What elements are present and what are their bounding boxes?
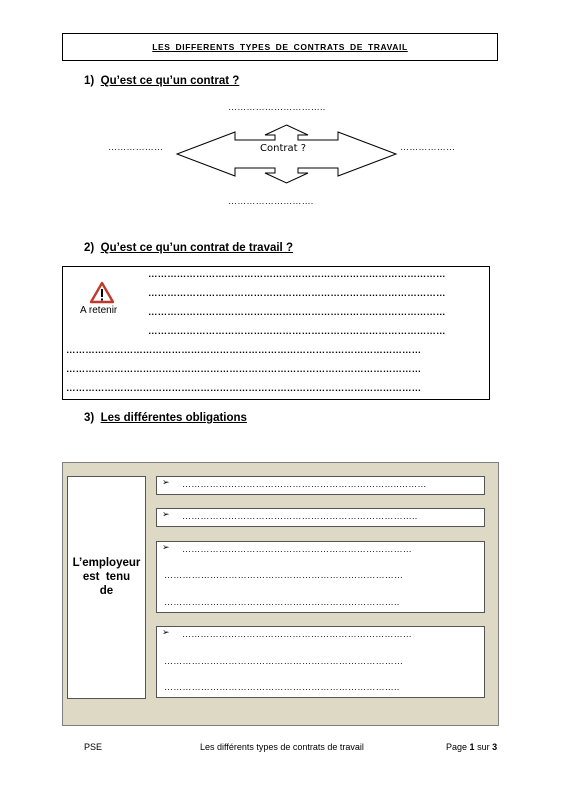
answer-line: …………………………………………………………………………………………………	[66, 345, 422, 356]
contract-bottom-dots: ……………………….	[228, 196, 314, 206]
section-1-heading	[84, 75, 239, 87]
answer-line: …………………………………………………………………………………	[148, 269, 446, 280]
section-2-number: 2)	[84, 242, 95, 254]
answer-line: …………………………………………………………………………………………………	[66, 364, 422, 375]
obligation-line: …………………………………………………………………	[182, 629, 412, 639]
answer-line: …………………………………………………………………………………………………	[66, 383, 422, 394]
bullet-arrow-icon: ➢	[162, 628, 170, 638]
obligation-line: …………………………………………………………………..	[182, 511, 418, 521]
answer-line: …………………………………………………………………………………	[148, 326, 446, 337]
obligation-line: ……………………………………………………………………	[164, 570, 404, 580]
contract-left-dots: ………………	[108, 142, 164, 152]
answer-line: …………………………………………………………………………………	[148, 288, 446, 299]
contract-top-dots: …………………………..	[228, 102, 326, 112]
obligation-line: ……………………………………………………………………	[164, 656, 404, 666]
section-3-title: Les différentes obligations	[100, 412, 247, 424]
footer-page-number	[446, 742, 497, 752]
obligation-line: ……………………………………………………………..………	[182, 479, 427, 489]
section-3-number: 3)	[84, 412, 95, 424]
answer-line: …………………………………………………………………………………	[148, 307, 446, 318]
section-1-title: Qu’est ce qu’un contrat ?	[100, 75, 240, 87]
section-2-heading	[84, 242, 293, 254]
footer-page-current: 1	[469, 742, 475, 752]
obligation-line: …………………………………………………………………..	[164, 597, 400, 607]
warning-icon	[89, 281, 115, 304]
contract-right-dots: ………………	[400, 142, 456, 152]
employer-label	[67, 556, 146, 598]
footer-page-total: 3	[492, 742, 498, 752]
employer-label-line: est tenu	[82, 571, 131, 583]
bullet-arrow-icon: ➢	[162, 543, 170, 553]
bullet-arrow-icon: ➢	[162, 510, 170, 520]
footer-left: PSE	[84, 742, 103, 752]
employer-label-line: L’employeur	[72, 557, 141, 569]
footer-center: Les différents types de contrats de travail	[200, 742, 364, 752]
employer-label-line: de	[99, 585, 114, 597]
bullet-arrow-icon: ➢	[162, 478, 170, 488]
document-title: LES DIFFERENTS TYPES DE CONTRATS DE TRAVAIL	[152, 42, 408, 52]
title-box	[62, 33, 498, 61]
retenir-label: A retenir	[80, 305, 118, 316]
footer-page-prefix: Page	[446, 742, 468, 752]
contract-center-label: Contrat ?	[260, 143, 307, 154]
section-2-title: Qu’est ce qu’un contrat de travail ?	[100, 242, 293, 254]
section-3-heading	[84, 412, 247, 424]
obligation-line: …………………………………………………………………..	[164, 682, 400, 692]
four-way-arrow-shape	[174, 124, 399, 184]
section-1-number: 1)	[84, 75, 95, 87]
footer-page-mid: sur	[477, 742, 490, 752]
obligation-line: …………………………………………………………………	[182, 544, 412, 554]
